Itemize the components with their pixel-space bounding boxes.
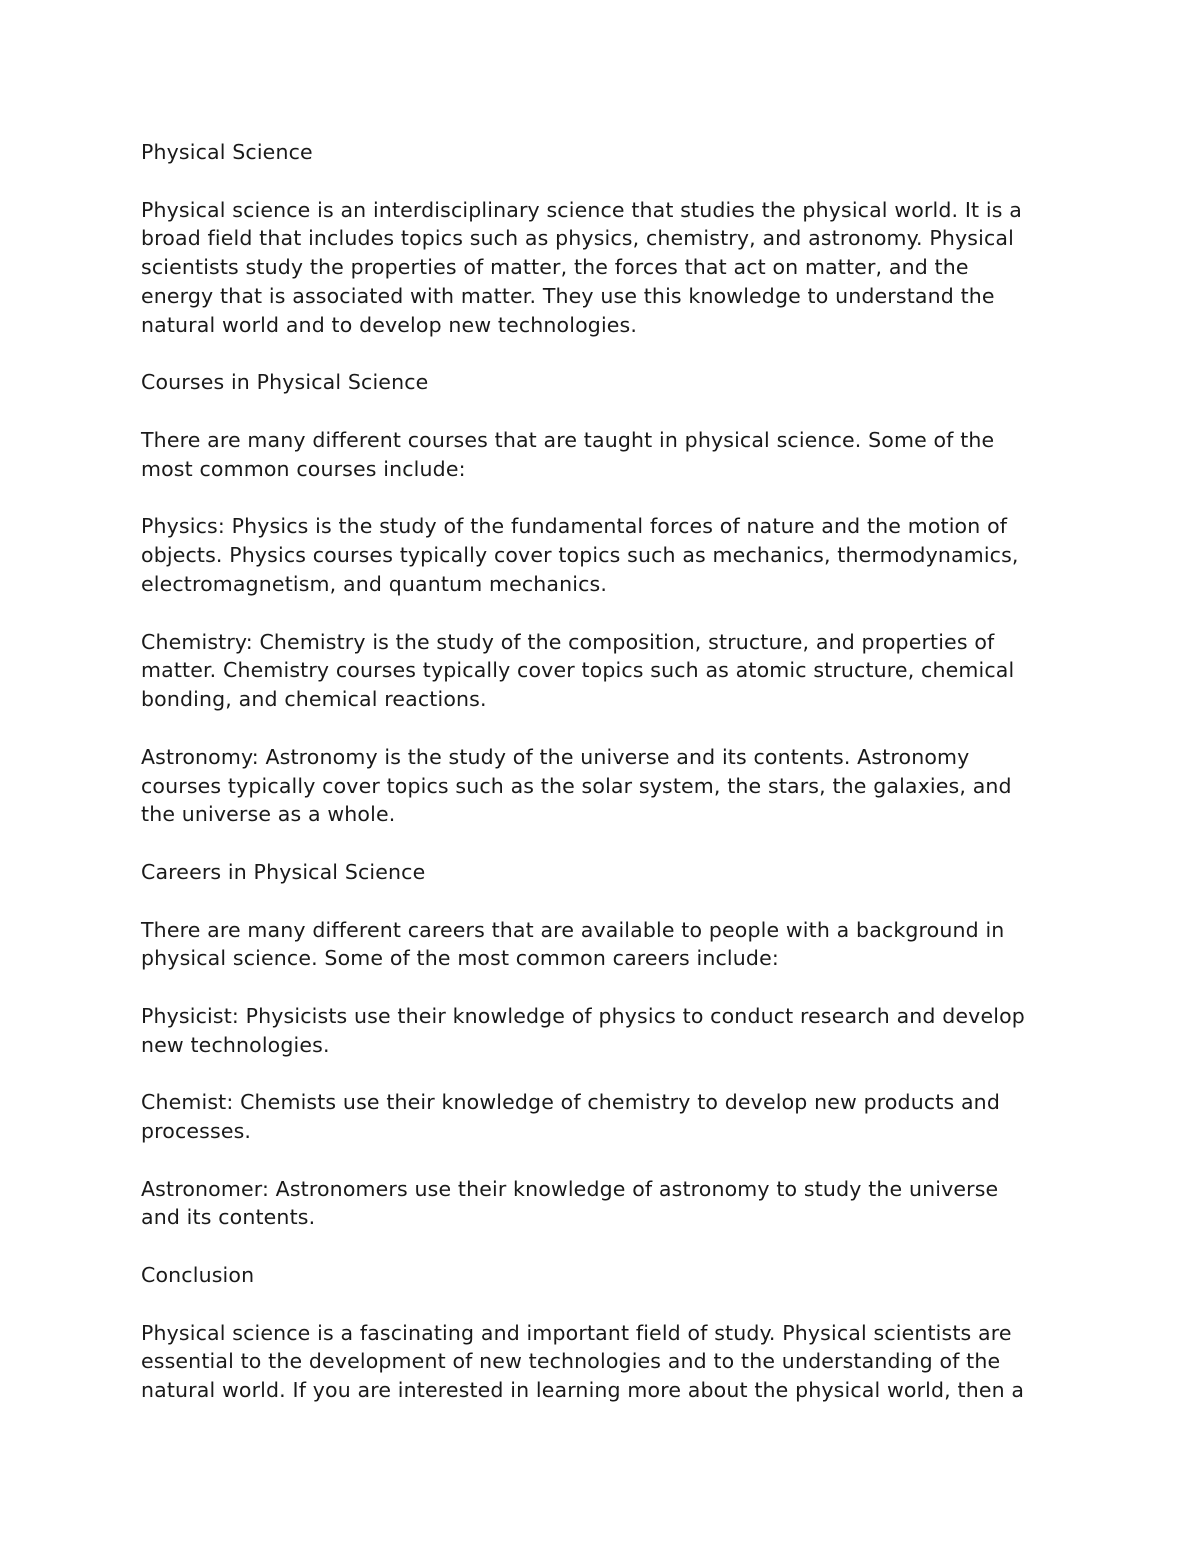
astronomer-line: Astronomer: Astronomers use their knowledge of astronomy to study the universe	[141, 1176, 999, 1201]
courses-intro-line: most common courses include:	[141, 456, 466, 481]
conclusion-line: Physical science is a fascinating and important field of study. Physical scientists are	[141, 1320, 1012, 1345]
chemist-line: Chemist: Chemists use their knowledge of chemistry to develop new products and	[141, 1090, 1000, 1115]
chemistry-paragraph	[141, 628, 1066, 714]
physicist-line: new technologies.	[141, 1032, 330, 1057]
chemist-line: processes.	[141, 1119, 252, 1144]
careers-intro-line: physical science. Some of the most common careers include:	[141, 946, 779, 971]
intro-line: scientists study the properties of matter, the forces that act on matter, and the	[141, 255, 969, 280]
astronomy-line: courses typically cover topics such as the solar system, the stars, the galaxies, and	[141, 773, 1012, 798]
careers-intro-line: There are many different careers that are available to people with a background in	[141, 917, 1005, 942]
astronomer-line: and its contents.	[141, 1205, 316, 1230]
physics-paragraph	[141, 512, 1066, 598]
document-page	[141, 138, 1066, 1434]
intro-paragraph	[141, 196, 1066, 340]
chemistry-line: matter. Chemistry courses typically cover topics such as atomic structure, chemical	[141, 658, 1015, 683]
astronomy-line: Astronomy: Astronomy is the study of the universe and its contents. Astronomy	[141, 744, 970, 769]
physicist-paragraph	[141, 1002, 1066, 1060]
intro-line: Physical science is an interdisciplinary science that studies the physical world. It is a	[141, 197, 1022, 222]
physics-line: objects. Physics courses typically cover topics such as mechanics, thermodynamics,	[141, 543, 1019, 568]
physics-line: Physics: Physics is the study of the fundamental forces of nature and the motion of	[141, 514, 1008, 539]
careers-intro-paragraph	[141, 916, 1066, 974]
astronomy-line: the universe as a whole.	[141, 802, 396, 827]
chemistry-line: Chemistry: Chemistry is the study of the composition, structure, and properties of	[141, 629, 995, 654]
conclusion-paragraph	[141, 1319, 1066, 1405]
careers-heading: Careers in Physical Science	[141, 859, 426, 884]
courses-heading: Courses in Physical Science	[141, 370, 429, 395]
courses-intro-paragraph	[141, 426, 1066, 484]
chemistry-line: bonding, and chemical reactions.	[141, 687, 487, 712]
intro-line: broad field that includes topics such as physics, chemistry, and astronomy. Physical	[141, 226, 1014, 251]
physics-line: electromagnetism, and quantum mechanics.	[141, 571, 608, 596]
astronomer-paragraph	[141, 1175, 1066, 1233]
intro-line: natural world and to develop new technologies.	[141, 312, 638, 337]
physicist-line: Physicist: Physicists use their knowledge of physics to conduct research and develop	[141, 1003, 1025, 1028]
document-title: Physical Science	[141, 140, 313, 164]
chemist-paragraph	[141, 1088, 1066, 1146]
courses-intro-line: There are many different courses that are taught in physical science. Some of the	[141, 427, 995, 452]
conclusion-line: natural world. If you are interested in learning more about the physical world, then a	[141, 1378, 1025, 1403]
conclusion-heading: Conclusion	[141, 1263, 255, 1288]
conclusion-line: essential to the development of new technologies and to the understanding of the	[141, 1349, 1001, 1374]
astronomy-paragraph	[141, 743, 1066, 829]
intro-line: energy that is associated with matter. They use this knowledge to understand the	[141, 283, 995, 308]
